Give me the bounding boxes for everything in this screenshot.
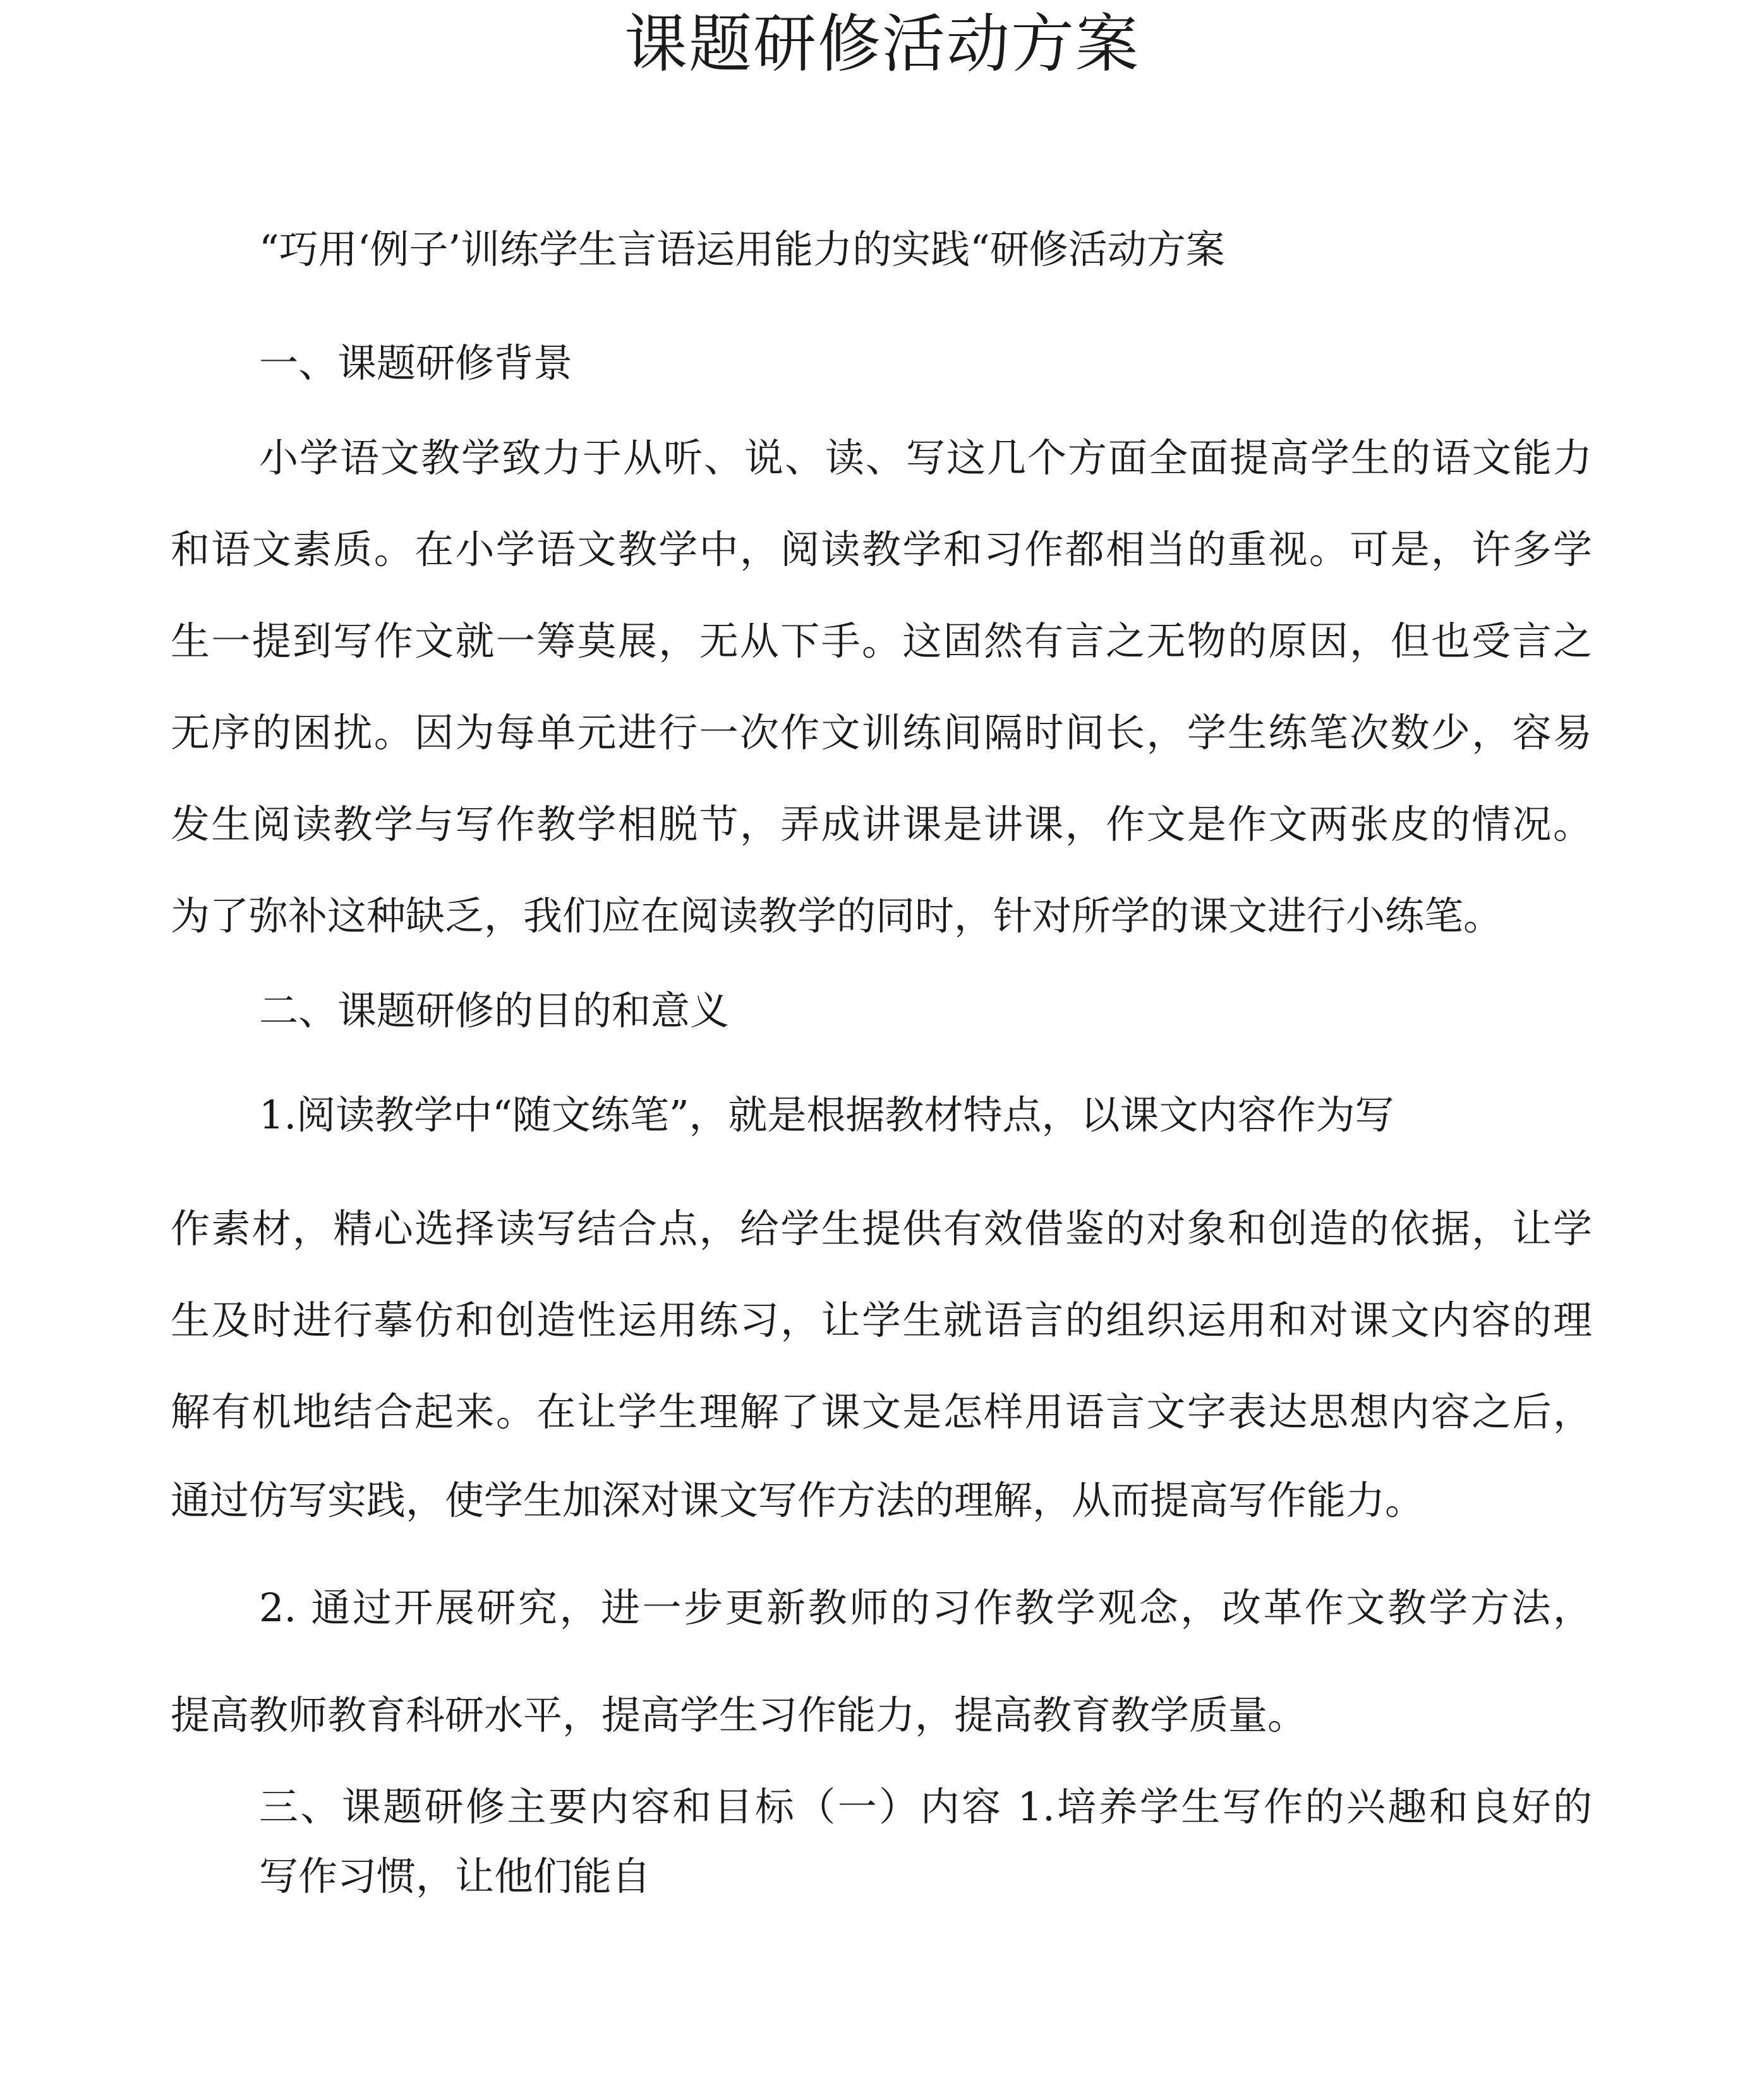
paragraph-line: 生及时进行摹仿和创造性运用练习，让学生就语言的组织运用和对课文内容的理	[171, 1297, 1592, 1343]
section-2-heading: 二、课题研修的目的和意义	[259, 988, 730, 1034]
item-1-first-line: 1.阅读教学中“随文练笔”，就是根据教材特点，以课文内容作为写	[259, 1092, 1394, 1138]
section-3-line-2: 写作习惯，让他们能自	[259, 1853, 651, 1899]
paragraph-line: 为了弥补这种缺乏，我们应在阅读教学的同时，针对所学的课文进行小练笔。	[171, 893, 1503, 939]
document-title: 课题研修活动方案	[624, 7, 1140, 81]
paragraph-line: 发生阅读教学与写作教学相脱节，弄成讲课是讲课，作文是作文两张皮的情况。	[171, 801, 1592, 847]
paragraph-line: 小学语文教学致力于从听、说、读、写这几个方面全面提高学生的语文能力	[259, 435, 1592, 481]
section-3-line-1: 三、课题研修主要内容和目标（一）内容 1.培养学生写作的兴趣和良好的	[259, 1784, 1592, 1830]
paragraph-line: 作素材，精心选择读写结合点，给学生提供有效借鉴的对象和创造的依据，让学	[171, 1206, 1592, 1252]
paragraph-line: 和语文素质。在小学语文教学中，阅读教学和习作都相当的重视。可是，许多学	[171, 526, 1592, 572]
paragraph-line: 通过仿写实践，使学生加深对课文写作方法的理解，从而提高写作能力。	[171, 1477, 1425, 1523]
item-2-last-line: 提高教师教育科研水平，提高学生习作能力，提高教育教学质量。	[171, 1692, 1307, 1738]
item-2-first-line: 2. 通过开展研究，进一步更新教师的习作教学观念，改革作文教学方法，	[259, 1585, 1592, 1631]
document-subtitle: “巧用‘例子’训练学生言语运用能力的实践“研修活动方案	[259, 226, 1225, 272]
paragraph-line: 解有机地结合起来。在让学生理解了课文是怎样用语言文字表达思想内容之后，	[171, 1389, 1592, 1435]
paragraph-line: 无序的困扰。因为每单元进行一次作文训练间隔时间长，学生练笔次数少，容易	[171, 710, 1592, 756]
paragraph-line: 生一提到写作文就一筹莫展，无从下手。这固然有言之无物的原因，但也受言之	[171, 618, 1592, 664]
section-1-heading: 一、课题研修背景	[259, 340, 573, 386]
